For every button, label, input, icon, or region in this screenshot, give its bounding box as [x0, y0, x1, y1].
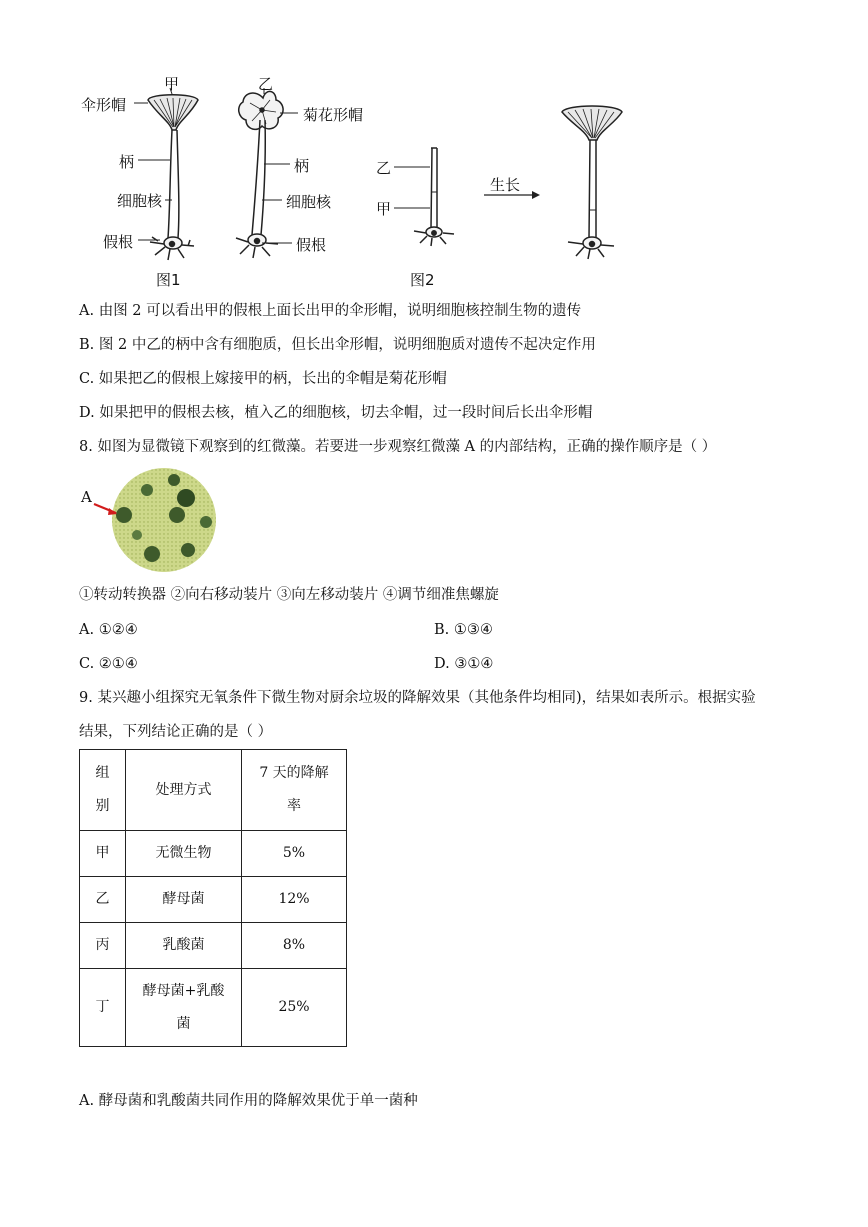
table-row: 丁 酵母菌+乳酸 菌 25% [80, 969, 347, 1047]
q7-option-d: D. 如果把甲的假根去核，植入乙的细胞核，切去伞帽，过一段时间后长出伞形帽 [79, 405, 593, 421]
q9-option-a: A. 酵母菌和乳酸菌共同作用的降解效果优于单一菌种 [79, 1093, 418, 1109]
label-rhizoid-right: 假根 [296, 236, 327, 254]
micrograph-pointer-label: A [81, 488, 92, 506]
label-jia: 甲 [164, 75, 180, 93]
organism-jia-umbrella [148, 95, 198, 260]
table-header-row [80, 750, 347, 831]
header-group: 组 别 [80, 750, 126, 831]
fig2-label-yi: 乙 [376, 159, 392, 177]
q9-stem-line1: 9. 某兴趣小组探究无氧条件下微生物对厨余垃圾的降解效果（其他条件均相同)，结果如表所示。根据实验 [79, 690, 756, 706]
q7-option-a: A. 由图 2 可以看出甲的假根上面长出甲的伞形帽，说明细胞核控制生物的遗传 [79, 303, 582, 319]
label-nucleus-left: 细胞核 [117, 192, 163, 210]
q9-stem-line2: 结果，下列结论正确的是（ ） [79, 724, 273, 740]
grafted-after-growth [562, 106, 622, 259]
label-nucleus-right: 细胞核 [286, 193, 332, 211]
table-row: 甲 无微生物 5% [80, 831, 347, 877]
fig2-label-jia: 甲 [376, 200, 392, 218]
label-yi: 乙 [258, 75, 274, 93]
organism-yi-chrysanthemum [236, 91, 283, 258]
label-stalk-left: 柄 [119, 153, 135, 171]
label-rhizoid-left: 假根 [103, 233, 134, 251]
q7-option-c: C. 如果把乙的假根上嫁接甲的柄，长出的伞帽是菊花形帽 [79, 371, 447, 387]
label-chrysanthemum-cap: 菊花形帽 [303, 106, 364, 124]
table-row: 丙 乳酸菌 8% [80, 923, 347, 969]
microscope-field-image [90, 468, 220, 578]
experiment-table [79, 749, 347, 1047]
fig2-label-grow: 生长 [490, 176, 521, 194]
acetabularia-figure [0, 0, 868, 300]
grafted-stalk-before [414, 148, 454, 246]
q8-steps: ①转动转换器 ②向右移动装片 ③向左移动装片 ④调节细准焦螺旋 [79, 587, 499, 603]
header-rate: 7 天的降解 率 [242, 750, 347, 831]
fig2-caption: 图2 [410, 271, 435, 289]
header-method: 处理方式 [126, 750, 242, 831]
fig1-caption: 图1 [156, 271, 181, 289]
table-row: 乙 酵母菌 12% [80, 877, 347, 923]
q8-option-d: D. ③①④ [434, 656, 494, 672]
label-umbrella-cap: 伞形帽 [81, 96, 127, 114]
q8-option-c: C. ②①④ [79, 656, 138, 672]
label-stalk-right: 柄 [294, 157, 310, 175]
q7-option-b: B. 图 2 中乙的柄中含有细胞质，但长出伞形帽，说明细胞质对遗传不起决定作用 [79, 337, 596, 353]
q8-option-a: A. ①②④ [79, 622, 138, 638]
q8-stem: 8. 如图为显微镜下观察到的红微藻。若要进一步观察红微藻 A 的内部结构，正确的操作顺序是（ ） [79, 439, 717, 455]
q8-option-b: B. ①③④ [434, 622, 493, 638]
